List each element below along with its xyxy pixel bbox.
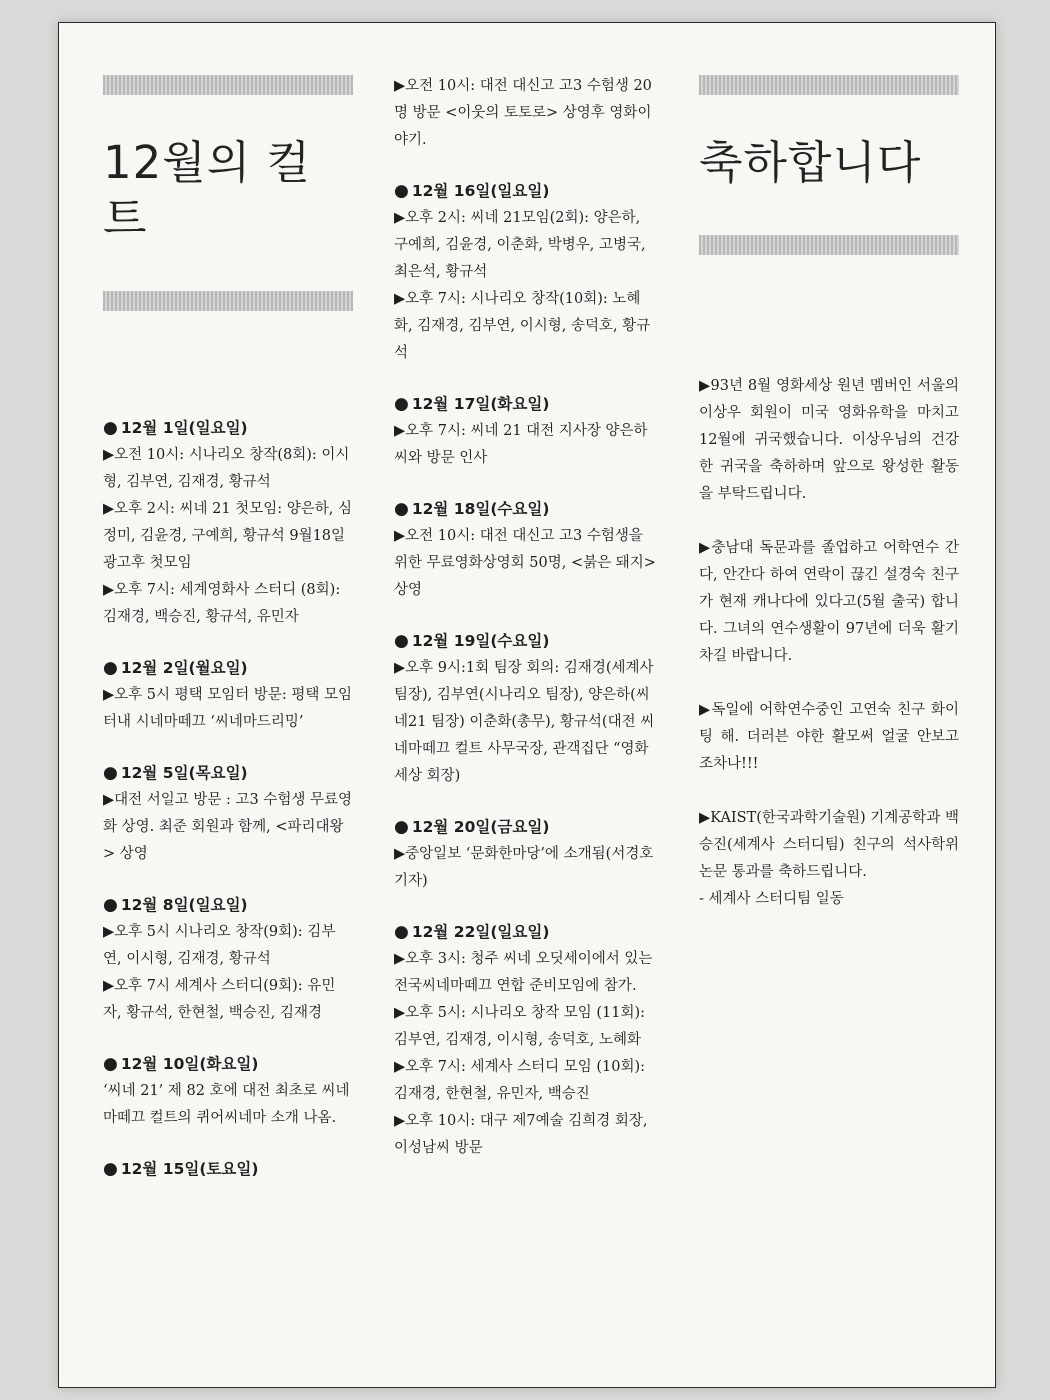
bullet-dot-icon: ●	[394, 181, 409, 201]
congrats-item: ▶독일에 어학연수중인 고연숙 친구 화이팅 해. 더러븐 야한 활모써 얼굴 안보고 조차나!!!	[699, 702, 959, 772]
event-date: ● 12월 16일(일요일)	[394, 181, 550, 201]
event-line: ▶오전 10시: 시나리오 창작(8회): 이시형, 김부연, 김재경, 황규석	[103, 447, 350, 490]
bullet-dot-icon: ●	[394, 631, 409, 651]
event-line: ▶오후 10시: 대구 제7예술 김희경 회장, 이성남씨 방문	[394, 1113, 648, 1156]
bullet-dot-icon: ●	[103, 895, 118, 915]
event-dec-8	[103, 892, 353, 1027]
column-middle	[394, 23, 656, 1162]
event-date: ● 12월 22일(일요일)	[394, 922, 550, 942]
congrats-item: ▶충남대 독문과를 졸업하고 어학연수 간다, 안간다 하여 연락이 끊긴 설경숙 친구가 현재 캐나다에 있다고(5월 출국) 합니다. 그녀의 연수생활이 97년에 더욱 활기차길 바랍니다.	[699, 540, 959, 664]
event-date: ● 12월 2일(월요일)	[103, 658, 248, 678]
event-date: ● 12월 1일(일요일)	[103, 418, 248, 438]
event-line: ▶오후 2시: 씨네 21 첫모임: 양은하, 심정미, 김윤경, 구예희, 황규석 9월18일 광고후 첫모임	[103, 501, 352, 571]
event-line: ▶오후 3시: 청주 씨네 오딧세이에서 있는 전국씨네마떼끄 연합 준비모임에 참가.	[394, 951, 653, 994]
event-line: ▶오후 7시 세계사 스터디(9회): 유민자, 황규석, 한현철, 백승진, 김재경	[103, 978, 336, 1021]
event-date: ● 12월 8일(일요일)	[103, 895, 248, 915]
event-date: ● 12월 18일(수요일)	[394, 499, 550, 519]
bullet-dot-icon: ●	[394, 922, 409, 942]
title-rule-bottom	[699, 235, 959, 255]
bullet-dot-icon: ●	[394, 499, 409, 519]
event-line: ▶오후 9시:1회 팀장 회의: 김재경(세계사 팀장), 김부연(시나리오 팀장), 양은하(씨네21 팀장) 이춘화(총무), 황규석(대전 씨네마떼끄 컬트 사무국장, 관객집단 “영화세상 회장)	[394, 660, 655, 784]
bullet-dot-icon: ●	[394, 394, 409, 414]
event-line: ‘씨네 21’ 제 82 호에 대전 최초로 씨네마떼끄 컬트의 퀴어씨네마 소개 나옴.	[103, 1083, 350, 1126]
event-line: ▶중앙일보 ‘문화한마당’에 소개됨(서경호 기자)	[394, 846, 654, 889]
congrats-item: ▶KAIST(한국과학기술원) 기계공학과 백승진(세계사 스터디팀) 친구의 석사학위 논문 통과를 축하드립니다.	[699, 810, 959, 880]
event-line: ▶오후 7시: 세계영화사 스터디 (8회): 김재경, 백승진, 황규석, 유민자	[103, 582, 341, 625]
event-dec-20	[394, 814, 656, 895]
event-line: ▶오후 7시: 시나리오 창작(10회): 노혜화, 김재경, 김부연, 이시형, 송덕호, 황규석	[394, 291, 651, 361]
congrats-title: 축하합니다	[699, 136, 922, 189]
event-line: ▶오전 10시: 대전 대신고 고3 수험생 20명 방문 <이웃의 토토로> 상영후 영화이야기.	[394, 78, 652, 148]
signature: - 세계사 스터디팀 일동	[699, 891, 844, 907]
page-title: 12월의 컬트	[103, 136, 311, 245]
bullet-dot-icon: ●	[103, 658, 118, 678]
event-line: ▶오후 5시 시나리오 창작(9회): 김부연, 이시형, 김재경, 황규석	[103, 924, 336, 967]
event-line: ▶오후 2시: 씨네 21모임(2회): 양은하, 구예희, 김윤경, 이춘화, 박병우, 고병국, 최은석, 황규석	[394, 210, 646, 280]
congrats-item: ▶93년 8월 영화세상 원년 멤버인 서울의 이상우 회원이 미국 영화유학을 마치고 12월에 귀국했습니다. 이상우님의 건강한 귀국을 축하하며 앞으로 왕성한 활동을 부탁드립니다.	[699, 378, 959, 502]
event-dec-19	[394, 628, 656, 790]
column-right	[699, 23, 959, 913]
event-line: ▶오후 5시 평택 모임터 방문: 평택 모임터내 시네마떼끄 ‘씨네마드리밍’	[103, 687, 353, 730]
event-dec-2	[103, 655, 353, 736]
event-date: ● 12월 20일(금요일)	[394, 817, 550, 837]
event-dec-22	[394, 919, 656, 1162]
event-date: ● 12월 5일(목요일)	[103, 763, 248, 783]
event-line: ▶오후 5시: 시나리오 창작 모임 (11회): 김부연, 김재경, 이시형, 송덕호, 노혜화	[394, 1005, 646, 1048]
event-dec-17	[394, 391, 656, 472]
column-left	[103, 23, 353, 1183]
event-date: ● 12월 15일(토요일)	[103, 1159, 259, 1179]
bullet-dot-icon: ●	[103, 1054, 118, 1074]
title-rule-top	[699, 75, 959, 95]
event-dec-5	[103, 760, 353, 868]
title-rule-top	[103, 75, 353, 95]
event-dec-18	[394, 496, 656, 604]
newsletter-page	[58, 22, 996, 1388]
title-rule-bottom	[103, 291, 353, 311]
event-dec-16	[394, 178, 656, 367]
bullet-dot-icon: ●	[103, 1159, 118, 1179]
event-dec-15-date	[103, 1156, 353, 1183]
bullet-dot-icon: ●	[103, 763, 118, 783]
event-line: ▶오전 10시: 대전 대신고 고3 수험생을 위한 무료영화상영회 50명, <붉은 돼지> 상영	[394, 528, 656, 598]
event-line: ▶대전 서일고 방문 : 고3 수험생 무료영화 상영. 최준 회원과 함께, <파리대왕> 상영	[103, 792, 353, 862]
event-dec-15-detail	[394, 73, 656, 154]
event-line: ▶오후 7시: 세계사 스터디 모임 (10회): 김재경, 한현철, 유민자, 백승진	[394, 1059, 646, 1102]
event-date: ● 12월 10일(화요일)	[103, 1054, 259, 1074]
event-dec-10	[103, 1051, 353, 1132]
event-dec-1	[103, 415, 353, 631]
event-date: ● 12월 17일(화요일)	[394, 394, 550, 414]
event-date: ● 12월 19일(수요일)	[394, 631, 550, 651]
event-line: ▶오후 7시: 씨네 21 대전 지사장 양은하씨와 방문 인사	[394, 423, 648, 466]
bullet-dot-icon: ●	[394, 817, 409, 837]
bullet-dot-icon: ●	[103, 418, 118, 438]
